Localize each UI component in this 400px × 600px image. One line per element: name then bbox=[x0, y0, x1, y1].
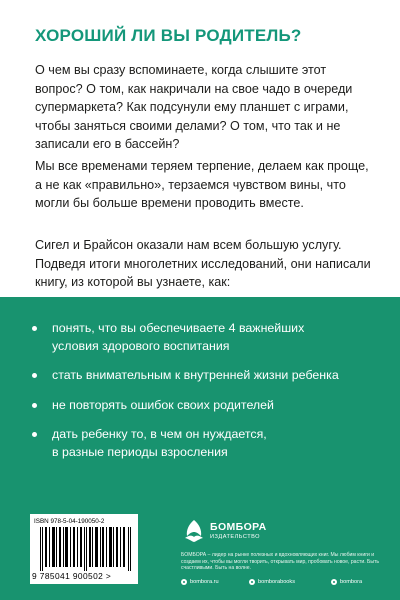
bullet-dot-icon bbox=[32, 326, 37, 331]
bullet-item bbox=[32, 367, 372, 385]
website-icon bbox=[181, 579, 187, 585]
bullet-item bbox=[32, 426, 372, 461]
publisher-name: БОМБОРА bbox=[210, 521, 267, 533]
bullet-dot-icon bbox=[32, 403, 37, 408]
second-paragraph: Мы все временами теряем терпение, делаем как проще, а не как «правильно», терзаемся чувством вины, что могли бы больше времени проводить вместе. bbox=[35, 159, 369, 211]
social-label: bomborabooks bbox=[258, 579, 296, 585]
bombora-logo-icon bbox=[181, 518, 207, 544]
bullet-text: дать ребенку то, в чем он нуждается, в разные периоды взросления bbox=[52, 427, 267, 459]
bullet-text: не повторять ошибок своих родителей bbox=[52, 397, 274, 412]
isbn-label: ISBN 978-5-04-190050-2 bbox=[34, 518, 105, 525]
text-section bbox=[0, 0, 400, 297]
social-label: bombora bbox=[340, 579, 363, 585]
barcode-icon bbox=[40, 527, 132, 571]
bullet-text: понять, что вы обеспечиваете 4 важнейших условия здорового воспитания bbox=[52, 321, 305, 353]
third-paragraph: Сигел и Брайсон оказали нам всем большую услугу. Подведя итоги многолетних исследований, они написали книгу, из которой вы узнаете, как: bbox=[35, 238, 371, 290]
bullet-item bbox=[32, 320, 372, 355]
social-links bbox=[181, 579, 391, 589]
publisher-blurb: БОМБОРА – лидер на рынке полезных и вдохновляющих книг. Мы любим книги и создаем их, чтобы вы могли творить, открывать мир, пробовать новое, расти. Быть счастливыми. Быть на волне. bbox=[181, 552, 380, 572]
bullet-list bbox=[32, 320, 372, 474]
vk-icon bbox=[331, 579, 337, 585]
isbn-barcode-block bbox=[30, 514, 138, 584]
bullet-dot-icon bbox=[32, 373, 37, 378]
social-link-books[interactable] bbox=[249, 579, 295, 585]
social-link-vk[interactable] bbox=[331, 579, 362, 585]
intro-paragraph: О чем вы сразу вспоминаете, когда слышите этот вопрос? О том, как накричали на свое чадо в очереди супермаркета? Как подсунули ему планшет с играми, чтобы заняться своими делами? О том, что так и не записали его в бассейн? bbox=[35, 63, 353, 152]
cover-title: ХОРОШИЙ ЛИ ВЫ РОДИТЕЛЬ? bbox=[35, 26, 302, 45]
publisher-subtitle: ИЗДАТЕЛЬСТВО bbox=[210, 534, 261, 540]
social-label: bombora.ru bbox=[190, 579, 219, 585]
bullet-text: стать внимательным к внутренней жизни ребенка bbox=[52, 368, 339, 383]
bullet-item bbox=[32, 397, 372, 415]
isbn-digits: 9 785041 900502 > bbox=[32, 571, 112, 581]
bullet-dot-icon bbox=[32, 432, 37, 437]
social-network-icon bbox=[249, 579, 255, 585]
social-link-website[interactable] bbox=[181, 579, 219, 585]
